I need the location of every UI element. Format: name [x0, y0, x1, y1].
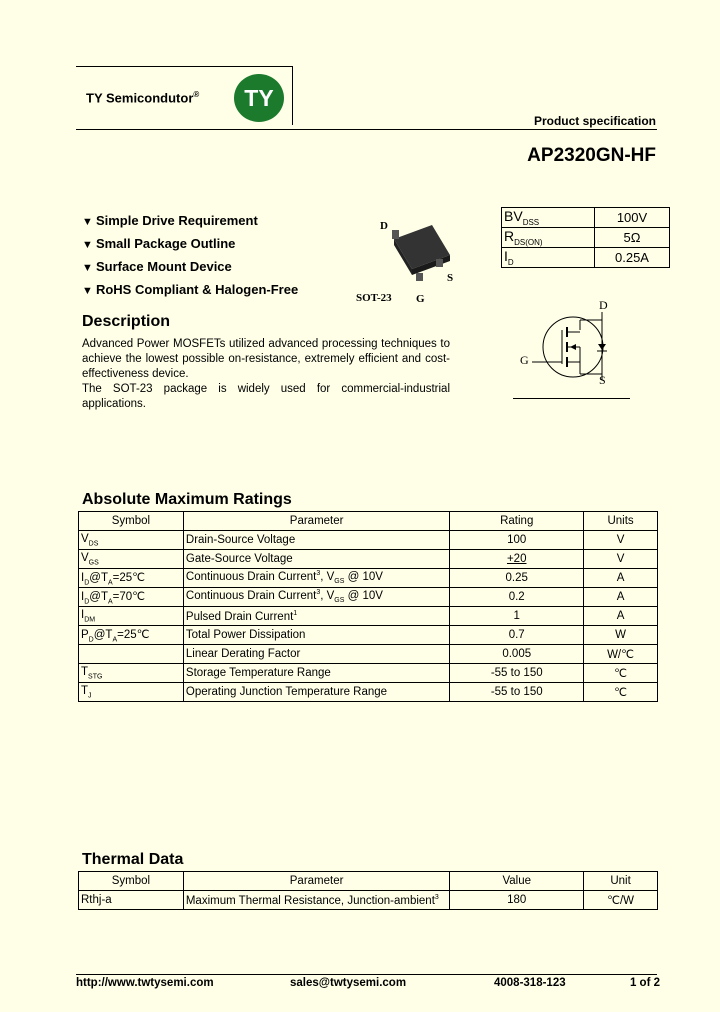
feature-item: ▼ RoHS Compliant & Halogen-Free [82, 279, 298, 302]
table-row: $V_{DS}$ Drain-Source Voltage 100 V [79, 531, 658, 550]
doc-type: Product specification [533, 114, 656, 128]
schematic-s-label: S [599, 373, 606, 387]
feature-list [82, 210, 298, 302]
description-text [82, 337, 450, 412]
pin-g-label: G [416, 293, 425, 305]
footer-divider [76, 974, 657, 975]
footer-email[interactable]: sales@twtysemi.com [290, 977, 407, 989]
description-heading: Description [82, 313, 171, 330]
table-row: $I_D@T_A=25℃$ Continuous Drain Current$^3$, $V_{GS}$ @ 10V 0.25 A [79, 569, 658, 588]
schematic-g-label: G [520, 353, 529, 367]
mosfet-schematic [510, 300, 635, 400]
pin-s-lead [436, 259, 443, 267]
pin-s-label: S [447, 272, 454, 284]
table-row: $I_D@T_A=70℃$ Continuous Drain Current$^3$, $V_{GS}$ @ 10V 0.2 A [79, 588, 658, 607]
key-spec-table [501, 207, 670, 268]
page-number: 1 of 2 [629, 977, 660, 989]
feature-item: ▼ Surface Mount Device [82, 256, 298, 279]
table-row: $V_{GS}$ Gate-Source Voltage +20 V [79, 550, 658, 569]
abs-max-table [78, 511, 658, 702]
thermal-table [78, 871, 658, 910]
package-name: SOT-23 [356, 292, 392, 304]
schematic-d-label: D [599, 298, 608, 312]
feature-item: ▼ Small Package Outline [82, 233, 298, 256]
schematic-underline [513, 398, 630, 399]
table-row: $P_D@T_A=25℃$ Total Power Dissipation 0.7 W [79, 626, 658, 645]
pin-g-lead [416, 273, 423, 281]
description-paragraph: Advanced Power MOSFETs utilized advanced processing techniques to achieve the lowest possible on-resistance, extremely efficient and cost-effectiveness device. [82, 338, 450, 380]
footer-phone: 4008-318-123 [494, 977, 566, 989]
thermal-heading: Thermal Data [82, 851, 184, 868]
feature-item: ▼ Simple Drive Requirement [82, 210, 298, 233]
header-divider [76, 129, 657, 130]
spec-row: $R_{DS(ON)}$ 5Ω [502, 228, 670, 248]
pin-d-label: D [380, 220, 388, 232]
table-row: Linear Derating Factor 0.005 W/℃ [79, 645, 658, 664]
spec-row: $BV_{DSS}$ 100V [502, 208, 670, 228]
table-header-row: Symbol Parameter Value Unit [79, 872, 658, 891]
company-logo: TY [234, 74, 284, 122]
abs-max-heading: Absolute Maximum Ratings [82, 491, 292, 508]
part-number: AP2320GN-HF [527, 145, 656, 166]
table-row: $T_J$ Operating Junction Temperature Range -55 to 150 ℃ [79, 683, 658, 702]
pin-d-lead [392, 230, 399, 239]
brand-name: TY Semicondutor® [86, 90, 200, 106]
table-header-row: Symbol Parameter Rating Units [79, 512, 658, 531]
footer-url[interactable]: http://www.twtysemi.com [76, 977, 214, 989]
spec-row: $I_D$ 0.25A [502, 248, 670, 268]
registered-mark: ® [193, 90, 200, 99]
table-row: Rthj-a Maximum Thermal Resistance, Junction-ambient$^3$ 180 ℃/W [79, 891, 658, 910]
description-paragraph: The SOT-23 package is widely used for commercial-industrial applications. [82, 383, 450, 410]
table-row: $T_{STG}$ Storage Temperature Range -55 to 150 ℃ [79, 664, 658, 683]
table-row: $I_{DM}$ Pulsed Drain Current$^1$ 1 A [79, 607, 658, 626]
